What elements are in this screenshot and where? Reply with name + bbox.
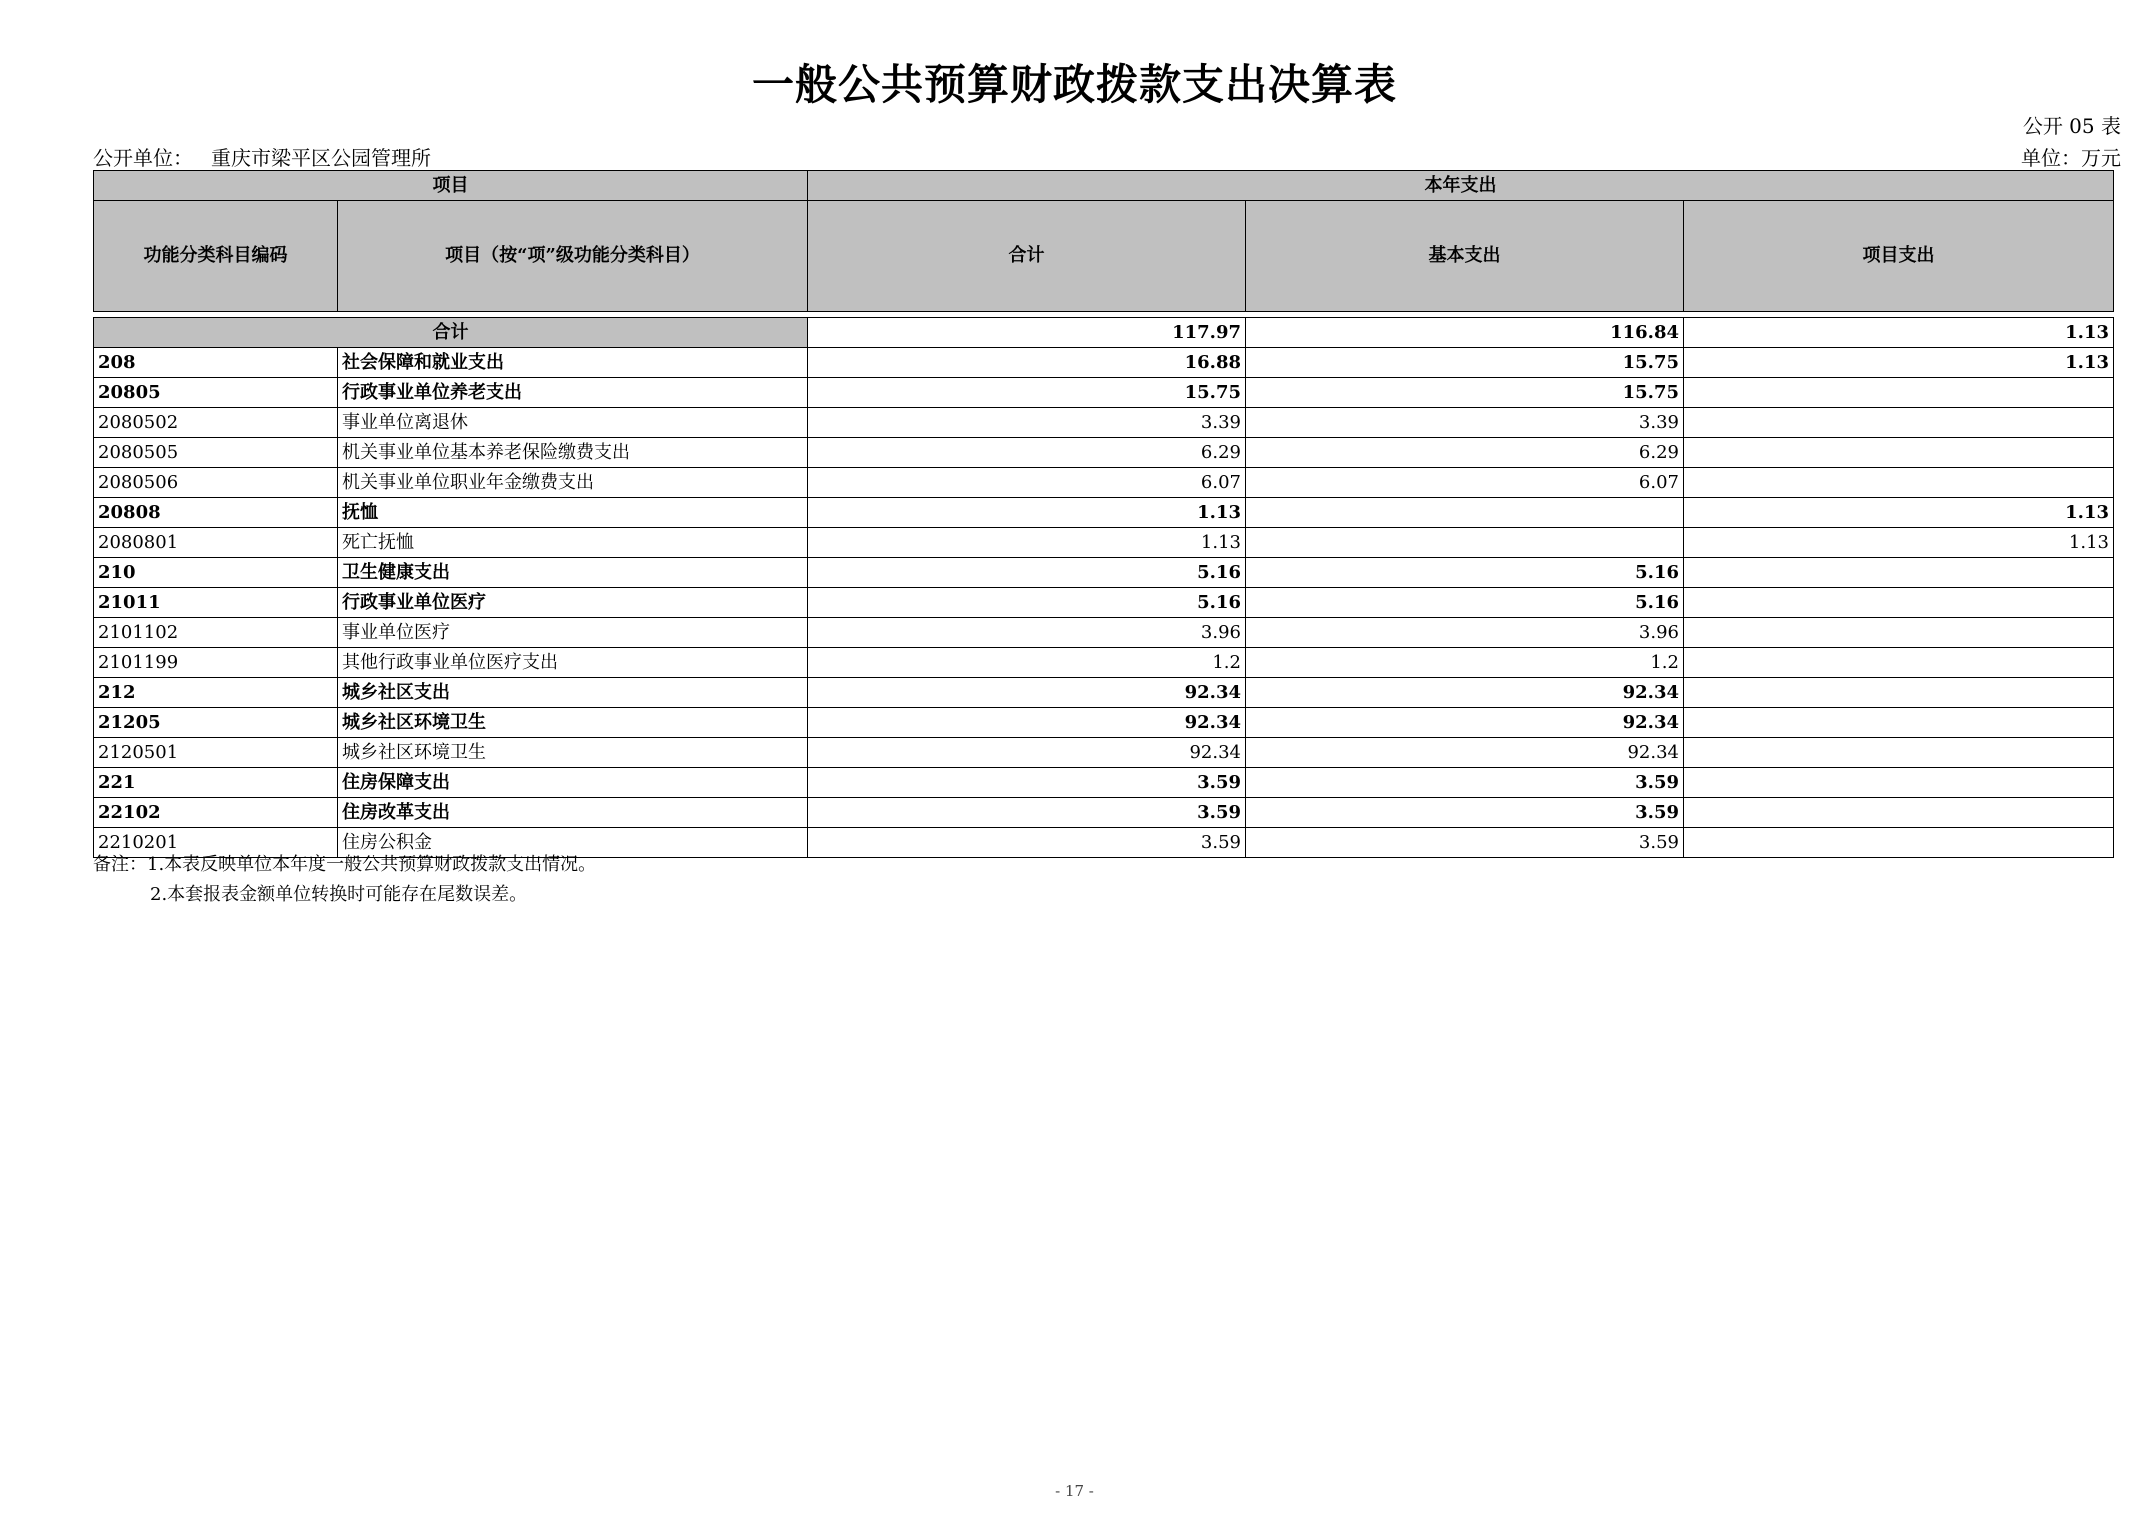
header-current-year-expense: 本年支出 (808, 171, 2114, 201)
table-row (94, 348, 2114, 378)
table-row (94, 438, 2114, 468)
header-item: 项目（按“项”级功能分类科目） (338, 201, 808, 312)
row-basic: 5.16 (1246, 588, 1684, 618)
row-project (1684, 798, 2114, 828)
row-code: 210 (94, 558, 338, 588)
header-project: 项目 (94, 171, 808, 201)
row-project (1684, 828, 2114, 858)
row-basic: 92.34 (1246, 708, 1684, 738)
row-item-name: 机关事业单位基本养老保险缴费支出 (338, 438, 808, 468)
table-row (94, 528, 2114, 558)
notes (93, 850, 596, 910)
page-number: - 17 - (1055, 1482, 1094, 1500)
table-row (94, 618, 2114, 648)
row-basic: 92.34 (1246, 678, 1684, 708)
row-project (1684, 768, 2114, 798)
row-basic: 3.59 (1246, 828, 1684, 858)
row-project: 1.13 (1684, 348, 2114, 378)
row-project (1684, 618, 2114, 648)
row-item-name: 住房改革支出 (338, 798, 808, 828)
row-total: 1.13 (808, 498, 1246, 528)
row-total: 6.07 (808, 468, 1246, 498)
row-code: 21205 (94, 708, 338, 738)
row-item-name: 事业单位离退休 (338, 408, 808, 438)
row-basic: 3.59 (1246, 798, 1684, 828)
header-row-2 (94, 201, 2114, 312)
row-basic: 6.07 (1246, 468, 1684, 498)
row-project (1684, 708, 2114, 738)
total-row (94, 318, 2114, 348)
row-item-name: 其他行政事业单位医疗支出 (338, 648, 808, 678)
row-code: 20808 (94, 498, 338, 528)
total-project: 1.13 (1684, 318, 2114, 348)
page-title: 一般公共预算财政拨款支出决算表 (751, 60, 1397, 109)
row-basic (1246, 528, 1684, 558)
total-basic: 116.84 (1246, 318, 1684, 348)
header-row-1 (94, 171, 2114, 201)
row-total: 92.34 (808, 708, 1246, 738)
row-code: 22102 (94, 798, 338, 828)
row-item-name: 城乡社区支出 (338, 678, 808, 708)
row-item-name: 城乡社区环境卫生 (338, 708, 808, 738)
row-item-name: 社会保障和就业支出 (338, 348, 808, 378)
row-item-name: 行政事业单位养老支出 (338, 378, 808, 408)
reporting-unit-label: 公开单位： (93, 146, 193, 170)
row-total: 15.75 (808, 378, 1246, 408)
row-project (1684, 558, 2114, 588)
row-project: 1.13 (1684, 498, 2114, 528)
row-total: 3.39 (808, 408, 1246, 438)
row-code: 2101102 (94, 618, 338, 648)
row-basic (1246, 498, 1684, 528)
total-sum: 117.97 (808, 318, 1246, 348)
row-project (1684, 678, 2114, 708)
row-item-name: 住房保障支出 (338, 768, 808, 798)
table-row (94, 768, 2114, 798)
row-basic: 15.75 (1246, 348, 1684, 378)
header-project-expense: 项目支出 (1684, 201, 2114, 312)
row-basic: 3.39 (1246, 408, 1684, 438)
row-code: 221 (94, 768, 338, 798)
row-basic: 6.29 (1246, 438, 1684, 468)
row-code: 2120501 (94, 738, 338, 768)
row-code: 2101199 (94, 648, 338, 678)
row-total: 16.88 (808, 348, 1246, 378)
row-basic: 5.16 (1246, 558, 1684, 588)
row-code: 2080801 (94, 528, 338, 558)
row-project (1684, 588, 2114, 618)
row-total: 3.59 (808, 828, 1246, 858)
note-2: 2.本套报表金额单位转换时可能存在尾数误差。 (150, 884, 528, 905)
row-basic: 1.2 (1246, 648, 1684, 678)
row-item-name: 卫生健康支出 (338, 558, 808, 588)
row-project (1684, 378, 2114, 408)
row-total: 92.34 (808, 738, 1246, 768)
table-row (94, 588, 2114, 618)
row-code: 2080506 (94, 468, 338, 498)
row-project (1684, 738, 2114, 768)
row-item-name: 死亡抚恤 (338, 528, 808, 558)
header-total: 合计 (808, 201, 1246, 312)
row-item-name: 行政事业单位医疗 (338, 588, 808, 618)
currency-unit: 单位：万元 (2021, 146, 2121, 170)
row-code: 21011 (94, 588, 338, 618)
row-basic: 3.96 (1246, 618, 1684, 648)
table-row (94, 408, 2114, 438)
header-code: 功能分类科目编码 (94, 201, 338, 312)
row-code: 20805 (94, 378, 338, 408)
expense-table (93, 170, 2114, 858)
row-total: 6.29 (808, 438, 1246, 468)
row-total: 1.2 (808, 648, 1246, 678)
row-item-name: 事业单位医疗 (338, 618, 808, 648)
row-total: 5.16 (808, 558, 1246, 588)
table-row (94, 738, 2114, 768)
row-total: 92.34 (808, 678, 1246, 708)
row-project (1684, 438, 2114, 468)
table-row (94, 798, 2114, 828)
row-project (1684, 468, 2114, 498)
row-basic: 3.59 (1246, 768, 1684, 798)
row-code: 208 (94, 348, 338, 378)
reporting-unit (93, 142, 431, 171)
row-item-name: 住房公积金 (338, 828, 808, 858)
table-row (94, 468, 2114, 498)
row-code: 2080505 (94, 438, 338, 468)
row-total: 5.16 (808, 588, 1246, 618)
table-row (94, 678, 2114, 708)
row-item-name: 机关事业单位职业年金缴费支出 (338, 468, 808, 498)
table-row (94, 708, 2114, 738)
table-row (94, 558, 2114, 588)
row-code: 212 (94, 678, 338, 708)
table-row (94, 648, 2114, 678)
total-label: 合计 (94, 318, 808, 348)
header-basic: 基本支出 (1246, 201, 1684, 312)
table-row (94, 498, 2114, 528)
row-item-name: 城乡社区环境卫生 (338, 738, 808, 768)
row-total: 3.59 (808, 768, 1246, 798)
row-item-name: 抚恤 (338, 498, 808, 528)
row-total: 3.96 (808, 618, 1246, 648)
note-1: 备注：1.本表反映单位本年度一般公共预算财政拨款支出情况。 (93, 854, 597, 875)
row-project (1684, 648, 2114, 678)
table-row (94, 378, 2114, 408)
row-code: 2210201 (94, 828, 338, 858)
row-project: 1.13 (1684, 528, 2114, 558)
row-basic: 15.75 (1246, 378, 1684, 408)
reporting-unit-name: 重庆市梁平区公园管理所 (211, 146, 431, 170)
row-basic: 92.34 (1246, 738, 1684, 768)
row-project (1684, 408, 2114, 438)
row-total: 3.59 (808, 798, 1246, 828)
row-total: 1.13 (808, 528, 1246, 558)
row-code: 2080502 (94, 408, 338, 438)
form-number: 公开 05 表 (2022, 114, 2121, 138)
